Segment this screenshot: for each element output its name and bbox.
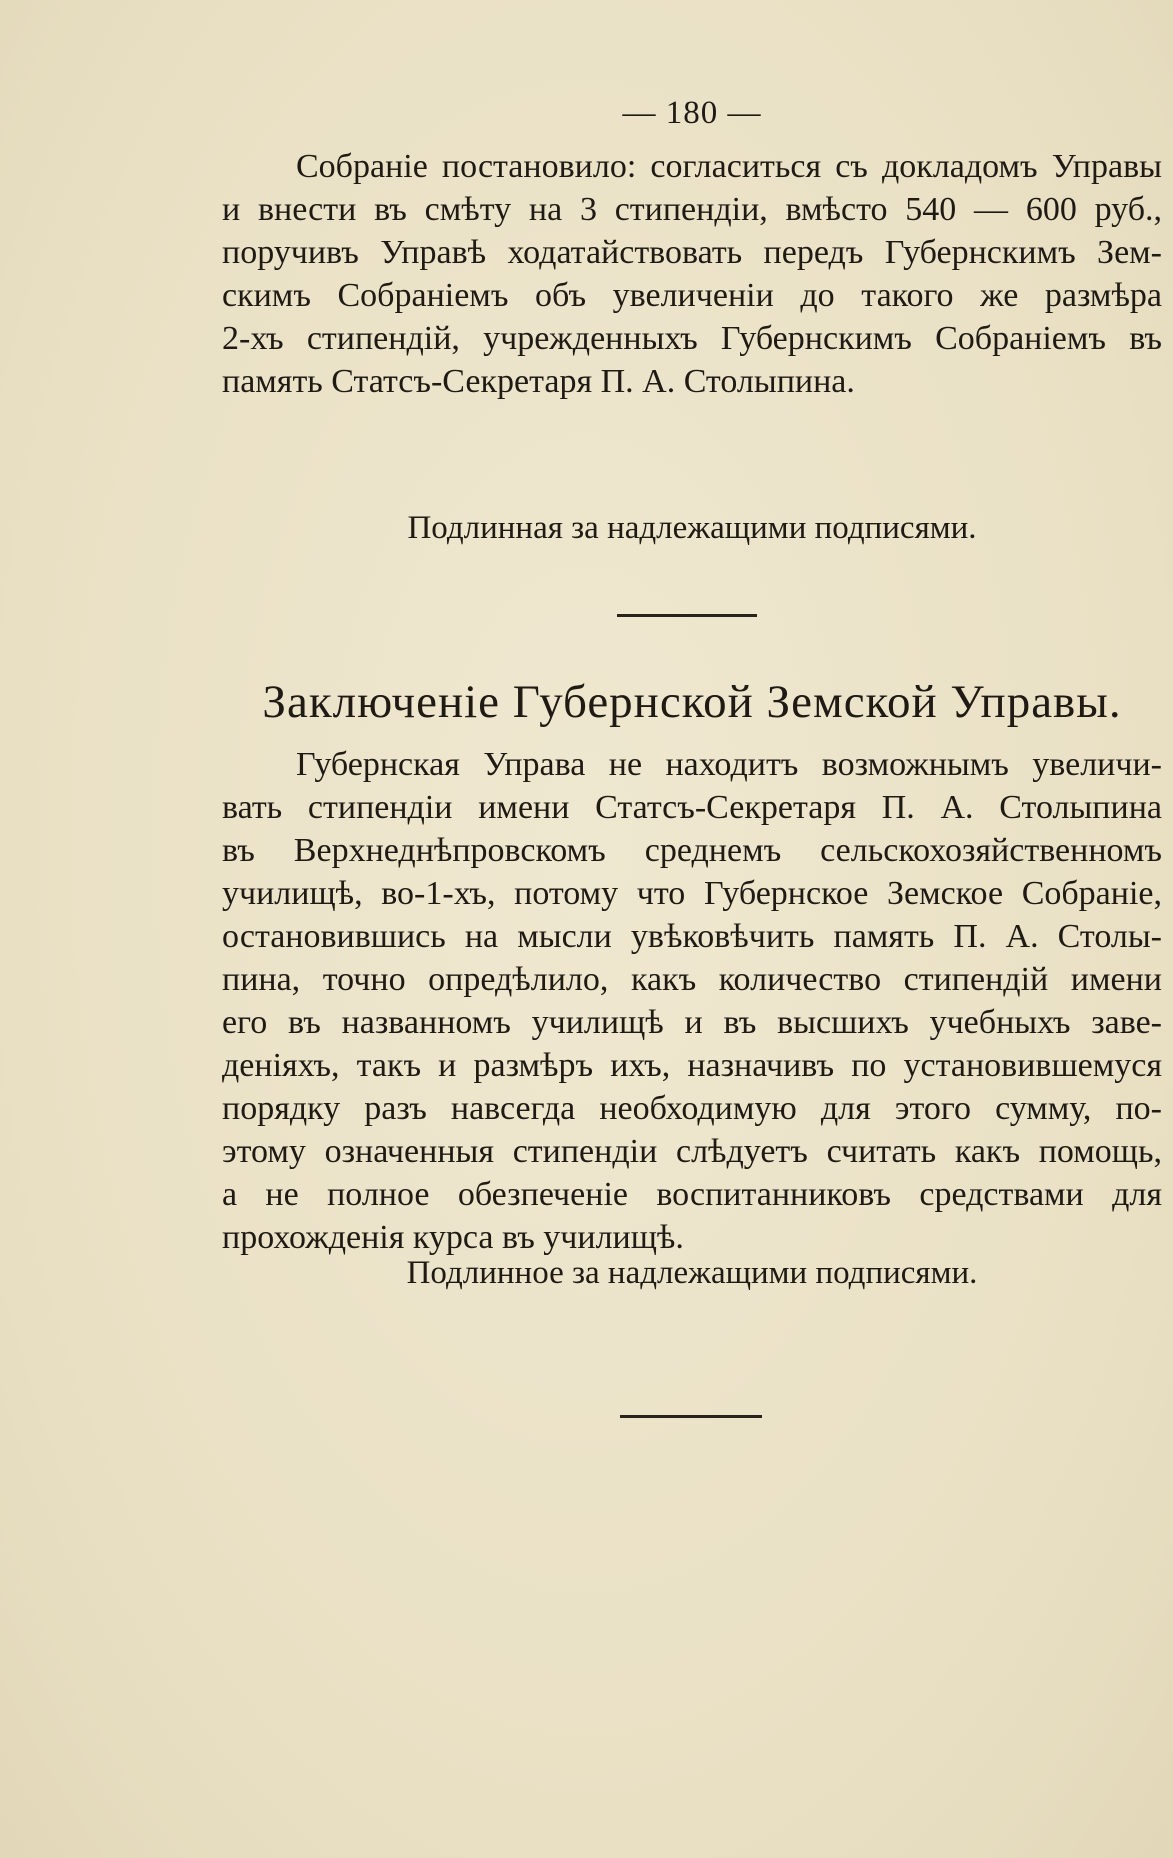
signature-note-2: Подлинное за надлежащими подписями.	[406, 1255, 978, 1291]
paragraph-line: пина, точно опредѣлило, какъ количество стипендій имени	[222, 961, 1162, 998]
paragraph-line: училищѣ, во-1-хъ, потому что Губернское Земское Собраніе,	[222, 875, 1162, 912]
paragraph-line: поручивъ Управѣ ходатайствовать передъ Губернскимъ Зем-	[222, 234, 1162, 271]
paragraph-line: въ Верхнеднѣпровскомъ среднемъ сельскохозяйственномъ	[222, 832, 1162, 869]
section-heading: Заключеніе Губернской Земской Управы.	[262, 676, 1122, 728]
paragraph-line: скимъ Собраніемъ объ увеличеніи до такого же размѣра	[222, 277, 1162, 314]
paragraph-line: деніяхъ, такъ и размѣръ ихъ, назначивъ по установившемуся	[222, 1047, 1162, 1084]
paragraph-conclusion	[222, 743, 1162, 1259]
paragraph-resolution	[222, 145, 1162, 403]
paragraph-line: этому означенныя стипендіи слѣдуетъ считать какъ помощь,	[222, 1133, 1162, 1170]
paragraph-line: а не полное обезпеченіе воспитанниковъ средствами для	[222, 1176, 1162, 1213]
paragraph-line: порядку разъ навсегда необходимую для этого сумму, по-	[222, 1090, 1162, 1127]
paragraph-line: прохожденія курса въ училищѣ.	[222, 1219, 684, 1256]
paragraph-line: его въ названномъ училищѣ и въ высшихъ учебныхъ заве-	[222, 1004, 1162, 1041]
paragraph-line: Губернская Управа не находитъ возможнымъ увеличи-	[296, 746, 1162, 783]
paragraph-line: и внести въ смѣту на 3 стипендіи, вмѣсто 540 — 600 руб.,	[222, 191, 1162, 228]
paragraph-line: остановившись на мысли увѣковѣчить память П. А. Столы-	[222, 918, 1162, 955]
paragraph-line: 2-хъ стипендій, учрежденныхъ Губернскимъ Собраніемъ въ	[222, 320, 1162, 357]
signature-note-1: Подлинная за надлежащими подписями.	[407, 510, 977, 546]
paragraph-line: Собраніе постановило: согласиться съ докладомъ Управы	[296, 148, 1162, 185]
page-number: — 180 —	[622, 95, 762, 131]
paragraph-line: вать стипендіи имени Статсъ-Секретаря П. А. Столыпина	[222, 789, 1162, 826]
paragraph-line: память Статсъ-Секретаря П. А. Столыпина.	[222, 363, 855, 400]
section-divider-1	[617, 614, 757, 617]
section-divider-2	[620, 1415, 762, 1418]
